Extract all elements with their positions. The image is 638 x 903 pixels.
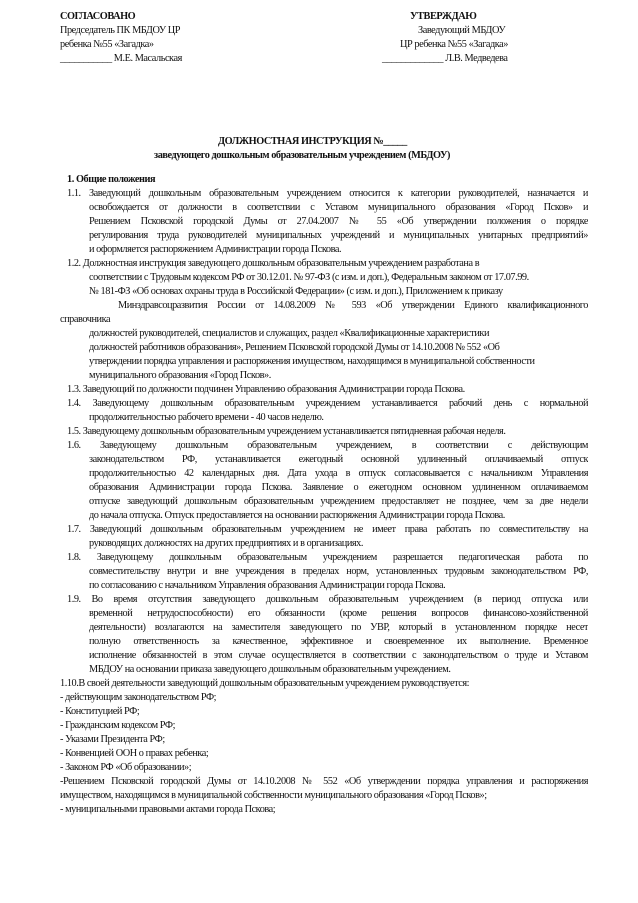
text-line: должностей руководителей, специалистов и служащих, раздел «Квалификационные характеристики [89, 328, 490, 339]
text-line: муниципального образования «Город Псков». [89, 370, 271, 381]
approval-left-line: Председатель ПК МБДОУ ЦР [60, 25, 181, 36]
text-line: 1.6. Заведующему дошкольным образовательным учреждением, в соответствии с действующим [67, 440, 588, 451]
text-line: до начала отпуска. Отпуск предоставляется на основании распоряжения Администрации города Пскова. [89, 510, 505, 521]
text-line: МБДОУ на основании приказа заведующего дошкольным образовательным учреждением. [89, 664, 451, 675]
list-item-continuation: имуществом, находящимся в муниципальной собственности муниципального образования «Город Псков»; [60, 790, 487, 801]
document-subtitle: заведующего дошкольным образовательным учреждением (МБДОУ) [154, 150, 451, 161]
text-line: полную ответственность за качественное, эффективное и своевременное их выполнение. Временное [89, 636, 588, 647]
text-line: 1.3. Заведующий по должности подчинен Управлению образования Администрации города Пскова. [67, 384, 465, 395]
list-item: -Решением Псковской городской Думы от 14.10.2008 № 552 «Об утверждении порядка управления и распоряжения [60, 776, 588, 787]
section-heading: 1. Общие положения [67, 174, 156, 185]
text-line: Решением Псковской городской Думы от 27.04.2007 № 55 «Об утверждении положения о порядке [89, 216, 588, 227]
text-line: 1.10.В своей деятельности заведующий дошкольным образовательным учреждением руководствуется: [60, 678, 470, 689]
text-line: освобождается от должности в соответствии с Уставом муниципального образования «Город Псков» и [89, 202, 588, 213]
text-line: отпуске заведующий дошкольным образовательным учреждением предоставляет не позднее, чем за две недели [89, 496, 588, 507]
approval-right-line: ЦР ребенка №55 «Загадка» [400, 39, 509, 50]
list-item: - Указами Президента РФ; [60, 734, 165, 745]
text-line: исполнение обязанностей в этом случае осуществляется в соответствии с законодательством о труде и Уставом [89, 650, 588, 661]
text-line: 1.1. Заведующий дошкольным образовательным учреждением относится к категории руководителей, назначается и [67, 188, 588, 199]
text-line: соответствии с Трудовым кодексом РФ от 30.12.01. № 97-ФЗ (с изм. и доп.), Федеральным законом от 17.07.99. [89, 272, 529, 283]
approval-right-line: Заведующий МБДОУ [418, 25, 506, 36]
text-line: образования Администрации города Пскова. Заявление о ежегодном основном удлиненном оплачиваемом [89, 482, 588, 493]
text-line: совместительству внутри и вне учреждения в пределах норм, установленных трудовым законодательством РФ, [89, 566, 588, 577]
text-line: регулирования труда руководителей муниципальных учреждений и муниципальных унитарных предприятий» [89, 230, 588, 241]
text-line: продолжительностью 42 календарных дня. Дата ухода в отпуск согласовывается с начальником Управления [89, 468, 588, 479]
text-line: временной нетрудоспособности) его обязанности (кроме решения вопросов финансово-хозяйственной [89, 608, 588, 619]
document-title: ДОЛЖНОСТНАЯ ИНСТРУКЦИЯ №_____ [218, 136, 407, 147]
text-line: 1.7. Заведующий дошкольным образовательным учреждением не имеет права работать по совместительству на [67, 524, 588, 535]
approval-left-heading: СОГЛАСОВАНО [60, 11, 136, 22]
text-line: 1.5. Заведующему дошкольным образовательным учреждением устанавливается пятидневная рабочая неделя. [67, 426, 506, 437]
text-line: 1.9. Во время отсутствия заведующего дошкольным образовательным учреждением (в период отпуска или [67, 594, 588, 605]
list-item: - Конституцией РФ; [60, 706, 140, 717]
text-line: 1.8. Заведующему дошкольным образовательным учреждением разрешается педагогическая работа по [67, 552, 588, 563]
list-item: - Законом РФ «Об образовании»; [60, 762, 192, 773]
text-line: справочника [60, 314, 111, 325]
text-line: 1.4. Заведующему дошкольным образовательным учреждением устанавливается рабочий день с нормальной [67, 398, 588, 409]
approval-right-signature: _____________ Л.В. Медведева [382, 53, 508, 64]
approval-left-signature: ___________ М.Е. Масальская [60, 53, 182, 64]
text-line: должностей работников образования», Решением Псковской городской Думы от 14.10.2008 № 552 «Об [89, 342, 500, 353]
text-line: руководящих должностях на других предприятиях и в организациях. [89, 538, 363, 549]
text-line: законодательством РФ, устанавливается ежегодный основной удлиненный оплачиваемый отпуск [89, 454, 588, 465]
text-line: № 181-ФЗ «Об основах охраны труда в Российской Федерации» (с изм. и доп.), Приложением к приказу [89, 286, 503, 297]
text-line: 1.2. Должностная инструкция заведующего дошкольным образовательным учреждением разработана в [67, 258, 480, 269]
approval-left-line: ребенка №55 «Загадка» [60, 39, 154, 50]
text-line: утверждении порядка управления и распоряжения имуществом, находящимся в муниципальной собственности [89, 356, 535, 367]
text-line: Минздравсоцразвития России от 14.08.2009 № 593 «Об утверждении Единого квалификационного [118, 300, 588, 311]
approval-right-heading: УТВЕРЖДАЮ [410, 11, 477, 22]
text-line: деятельности) возлагаются на заместителя заведующего по УВР, который в установленном порядке несет [89, 622, 588, 633]
text-line: и оформляется распоряжением Администрации города Пскова. [89, 244, 342, 255]
list-item: - муниципальными правовыми актами города Пскова; [60, 804, 276, 815]
list-item: - Гражданским кодексом РФ; [60, 720, 175, 731]
text-line: по согласованию с начальником Управления образования Администрации города Пскова. [89, 580, 446, 591]
list-item: - Конвенцией ООН о правах ребенка; [60, 748, 209, 759]
list-item: - действующим законодательством РФ; [60, 692, 217, 703]
text-line: продолжительностью рабочего времени - 40 часов неделю. [89, 412, 324, 423]
